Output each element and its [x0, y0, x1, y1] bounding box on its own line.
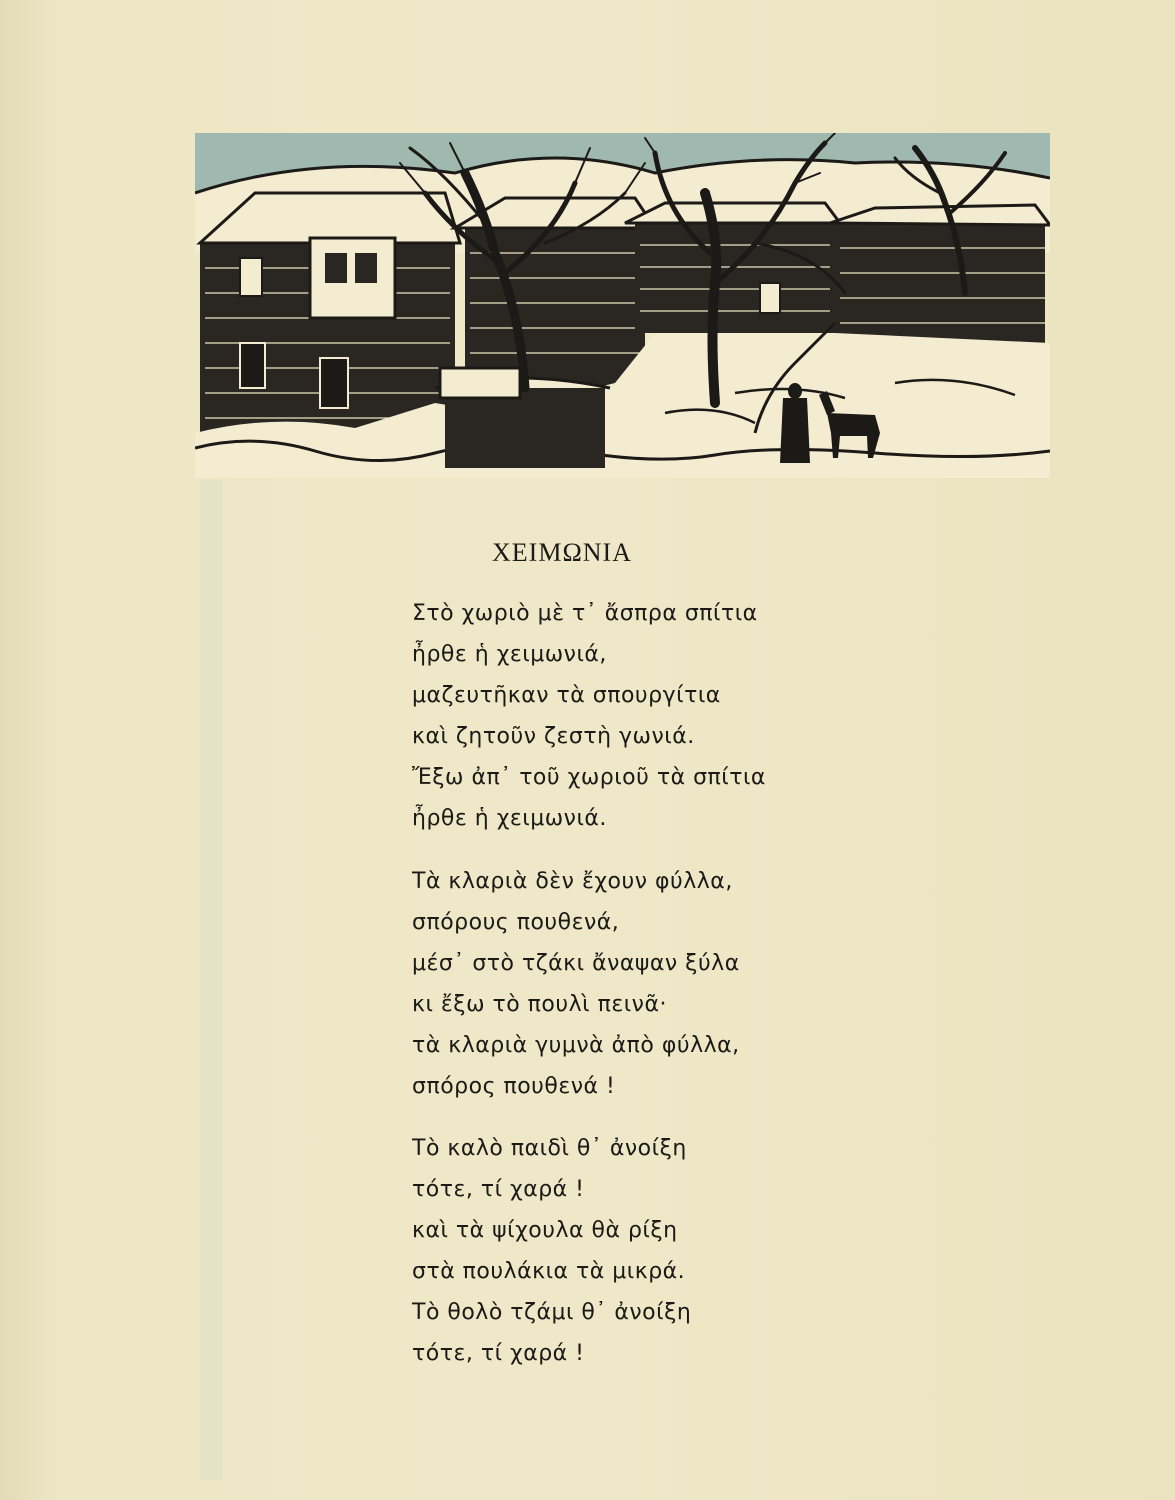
- woodcut-image: [195, 133, 1050, 478]
- poem-line: σπόρος πουθενά !: [412, 1074, 616, 1099]
- poem-line: τὰ κλαριὰ γυμνὰ ἀπὸ φύλλα,: [412, 1033, 740, 1058]
- poem-line: μέσ᾽ στὸ τζάκι ἄναψαν ξύλα: [412, 951, 740, 976]
- poem-line: ἦρθε ἡ χειμωνιά.: [412, 806, 607, 831]
- poem-title: ΧΕΙΜΩΝΙΑ: [492, 538, 632, 567]
- paper-tint: [200, 480, 222, 1480]
- stanza-2: [412, 861, 740, 1107]
- poem-line: καὶ ζητοῦν ζεστὴ γωνιά.: [412, 724, 695, 749]
- poem-line: Στὸ χωριὸ μὲ τ᾽ ἄσπρα σπίτια: [412, 601, 758, 626]
- poem-line: στὰ πουλάκια τὰ μικρά.: [412, 1259, 686, 1284]
- poem-line: σπόρους πουθενά,: [412, 910, 620, 935]
- poem-line: καὶ τὰ ψίχουλα θὰ ρίξη: [412, 1218, 678, 1243]
- winter-village-woodcut: [195, 133, 1050, 478]
- poem-line: Τὸ καλὸ παιδὶ θ᾽ ἀνοίξη: [412, 1136, 687, 1161]
- poem-line: ἦρθε ἡ χειμωνιά,: [412, 642, 607, 667]
- poem-line: Τὰ κλαριὰ δὲν ἔχουν φύλλα,: [412, 869, 733, 894]
- stanza-3: [412, 1128, 691, 1374]
- stanza-1: [412, 593, 766, 839]
- poem-line: μαζευτῆκαν τὰ σπουργίτια: [412, 683, 721, 708]
- poem-line: Ἔξω ἀπ᾽ τοῦ χωριοῦ τὰ σπίτια: [412, 765, 766, 790]
- poem-line: Τὸ θολὸ τζάμι θ᾽ ἀνοίξη: [412, 1300, 692, 1325]
- poem-line: τότε, τί χαρά !: [412, 1341, 585, 1366]
- poem-line: κι ἔξω τὸ πουλὶ πεινᾶ·: [412, 992, 667, 1017]
- poem-line: τότε, τί χαρά !: [412, 1177, 585, 1202]
